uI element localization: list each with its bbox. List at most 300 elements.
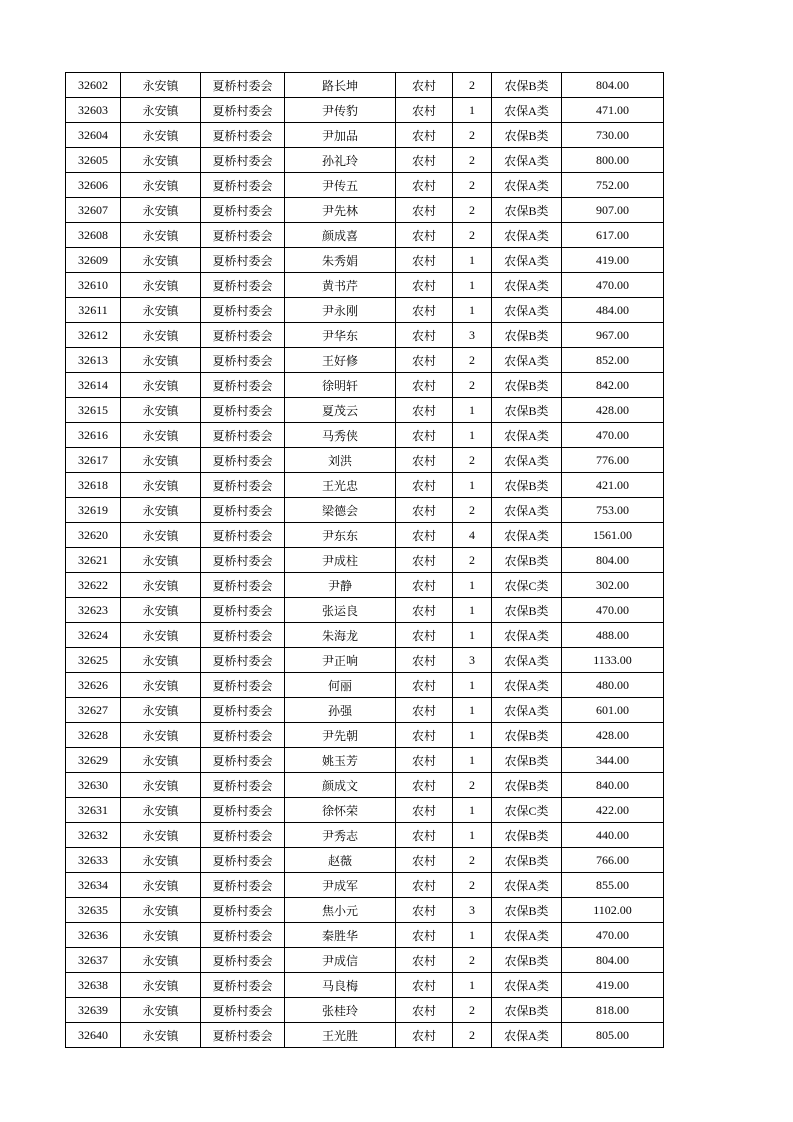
cell-category: 农保B类 (492, 473, 562, 498)
cell-amount: 1133.00 (562, 648, 664, 673)
cell-amount: 419.00 (562, 973, 664, 998)
cell-name: 刘洪 (285, 448, 396, 473)
cell-village: 夏桥村委会 (201, 423, 285, 448)
cell-name: 尹秀志 (285, 823, 396, 848)
cell-id: 32618 (66, 473, 121, 498)
table-row (66, 198, 664, 223)
cell-name: 尹先朝 (285, 723, 396, 748)
cell-amount: 422.00 (562, 798, 664, 823)
cell-count: 2 (453, 998, 492, 1023)
table-row (66, 473, 664, 498)
cell-village: 夏桥村委会 (201, 748, 285, 773)
cell-name: 张桂玲 (285, 998, 396, 1023)
cell-village: 夏桥村委会 (201, 373, 285, 398)
cell-name: 夏茂云 (285, 398, 396, 423)
cell-category: 农保A类 (492, 698, 562, 723)
cell-town: 永安镇 (121, 323, 201, 348)
cell-amount: 753.00 (562, 498, 664, 523)
cell-count: 2 (453, 123, 492, 148)
cell-category: 农保B类 (492, 998, 562, 1023)
cell-town: 永安镇 (121, 348, 201, 373)
table-row (66, 823, 664, 848)
cell-town: 永安镇 (121, 573, 201, 598)
cell-name: 尹东东 (285, 523, 396, 548)
cell-name: 徐怀荣 (285, 798, 396, 823)
cell-residence: 农村 (396, 248, 453, 273)
cell-name: 孙礼玲 (285, 148, 396, 173)
cell-residence: 农村 (396, 623, 453, 648)
cell-town: 永安镇 (121, 848, 201, 873)
cell-id: 32627 (66, 698, 121, 723)
cell-name: 王光胜 (285, 1023, 396, 1048)
cell-id: 32616 (66, 423, 121, 448)
table-row (66, 923, 664, 948)
cell-category: 农保A类 (492, 273, 562, 298)
cell-town: 永安镇 (121, 198, 201, 223)
cell-village: 夏桥村委会 (201, 923, 285, 948)
cell-amount: 804.00 (562, 948, 664, 973)
cell-residence: 农村 (396, 898, 453, 923)
cell-name: 尹成信 (285, 948, 396, 973)
cell-village: 夏桥村委会 (201, 723, 285, 748)
cell-residence: 农村 (396, 748, 453, 773)
cell-residence: 农村 (396, 948, 453, 973)
cell-name: 尹传五 (285, 173, 396, 198)
cell-village: 夏桥村委会 (201, 273, 285, 298)
table-row (66, 623, 664, 648)
pension-record-table (65, 72, 664, 1048)
cell-category: 农保B类 (492, 598, 562, 623)
cell-id: 32611 (66, 298, 121, 323)
cell-village: 夏桥村委会 (201, 673, 285, 698)
cell-name: 颜成文 (285, 773, 396, 798)
cell-id: 32619 (66, 498, 121, 523)
cell-amount: 818.00 (562, 998, 664, 1023)
cell-town: 永安镇 (121, 398, 201, 423)
cell-count: 1 (453, 248, 492, 273)
cell-town: 永安镇 (121, 823, 201, 848)
cell-id: 32613 (66, 348, 121, 373)
cell-id: 32603 (66, 98, 121, 123)
cell-residence: 农村 (396, 223, 453, 248)
cell-residence: 农村 (396, 573, 453, 598)
cell-id: 32630 (66, 773, 121, 798)
cell-residence: 农村 (396, 698, 453, 723)
cell-id: 32626 (66, 673, 121, 698)
cell-id: 32606 (66, 173, 121, 198)
cell-residence: 农村 (396, 173, 453, 198)
table-row (66, 648, 664, 673)
cell-name: 朱秀娟 (285, 248, 396, 273)
cell-amount: 1102.00 (562, 898, 664, 923)
table-row (66, 898, 664, 923)
cell-name: 尹加品 (285, 123, 396, 148)
cell-village: 夏桥村委会 (201, 623, 285, 648)
cell-id: 32621 (66, 548, 121, 573)
cell-residence: 农村 (396, 448, 453, 473)
cell-id: 32607 (66, 198, 121, 223)
table-row (66, 673, 664, 698)
cell-id: 32615 (66, 398, 121, 423)
cell-id: 32638 (66, 973, 121, 998)
cell-residence: 农村 (396, 998, 453, 1023)
table-row (66, 848, 664, 873)
cell-village: 夏桥村委会 (201, 223, 285, 248)
cell-category: 农保A类 (492, 523, 562, 548)
cell-village: 夏桥村委会 (201, 248, 285, 273)
cell-village: 夏桥村委会 (201, 898, 285, 923)
table-row (66, 248, 664, 273)
cell-town: 永安镇 (121, 598, 201, 623)
cell-category: 农保A类 (492, 673, 562, 698)
cell-amount: 967.00 (562, 323, 664, 348)
cell-category: 农保A类 (492, 423, 562, 448)
table-row (66, 973, 664, 998)
cell-village: 夏桥村委会 (201, 348, 285, 373)
cell-residence: 农村 (396, 973, 453, 998)
cell-id: 32632 (66, 823, 121, 848)
cell-village: 夏桥村委会 (201, 848, 285, 873)
cell-count: 2 (453, 1023, 492, 1048)
cell-count: 1 (453, 798, 492, 823)
cell-village: 夏桥村委会 (201, 823, 285, 848)
cell-amount: 428.00 (562, 723, 664, 748)
cell-id: 32624 (66, 623, 121, 648)
cell-residence: 农村 (396, 373, 453, 398)
cell-count: 2 (453, 373, 492, 398)
cell-name: 尹正响 (285, 648, 396, 673)
cell-residence: 农村 (396, 1023, 453, 1048)
cell-town: 永安镇 (121, 523, 201, 548)
cell-town: 永安镇 (121, 148, 201, 173)
cell-name: 焦小元 (285, 898, 396, 923)
cell-residence: 农村 (396, 773, 453, 798)
cell-town: 永安镇 (121, 98, 201, 123)
cell-village: 夏桥村委会 (201, 973, 285, 998)
cell-village: 夏桥村委会 (201, 598, 285, 623)
table-row (66, 1023, 664, 1048)
cell-amount: 471.00 (562, 98, 664, 123)
cell-category: 农保A类 (492, 173, 562, 198)
cell-count: 1 (453, 748, 492, 773)
cell-town: 永安镇 (121, 473, 201, 498)
cell-category: 农保B类 (492, 373, 562, 398)
table-row (66, 173, 664, 198)
table-row (66, 123, 664, 148)
cell-residence: 农村 (396, 498, 453, 523)
cell-town: 永安镇 (121, 373, 201, 398)
cell-village: 夏桥村委会 (201, 798, 285, 823)
cell-category: 农保A类 (492, 623, 562, 648)
cell-amount: 428.00 (562, 398, 664, 423)
cell-name: 张运良 (285, 598, 396, 623)
table-row (66, 798, 664, 823)
cell-amount: 344.00 (562, 748, 664, 773)
table-row (66, 773, 664, 798)
cell-count: 1 (453, 673, 492, 698)
cell-id: 32625 (66, 648, 121, 673)
cell-count: 2 (453, 173, 492, 198)
cell-village: 夏桥村委会 (201, 523, 285, 548)
cell-count: 2 (453, 448, 492, 473)
cell-name: 马良梅 (285, 973, 396, 998)
cell-category: 农保A类 (492, 1023, 562, 1048)
cell-village: 夏桥村委会 (201, 648, 285, 673)
cell-count: 3 (453, 648, 492, 673)
cell-residence: 农村 (396, 798, 453, 823)
table-row (66, 323, 664, 348)
cell-village: 夏桥村委会 (201, 98, 285, 123)
cell-amount: 1561.00 (562, 523, 664, 548)
cell-category: 农保A类 (492, 98, 562, 123)
cell-id: 32629 (66, 748, 121, 773)
cell-id: 32631 (66, 798, 121, 823)
cell-residence: 农村 (396, 323, 453, 348)
cell-amount: 484.00 (562, 298, 664, 323)
cell-name: 尹传豹 (285, 98, 396, 123)
cell-id: 32635 (66, 898, 121, 923)
cell-village: 夏桥村委会 (201, 123, 285, 148)
cell-category: 农保A类 (492, 648, 562, 673)
cell-amount: 419.00 (562, 248, 664, 273)
table-row (66, 523, 664, 548)
cell-count: 2 (453, 948, 492, 973)
cell-category: 农保B类 (492, 773, 562, 798)
cell-town: 永安镇 (121, 923, 201, 948)
cell-count: 1 (453, 823, 492, 848)
cell-town: 永安镇 (121, 673, 201, 698)
cell-town: 永安镇 (121, 548, 201, 573)
cell-count: 1 (453, 298, 492, 323)
cell-amount: 488.00 (562, 623, 664, 648)
cell-id: 32620 (66, 523, 121, 548)
cell-id: 32604 (66, 123, 121, 148)
cell-category: 农保B类 (492, 898, 562, 923)
cell-town: 永安镇 (121, 273, 201, 298)
cell-village: 夏桥村委会 (201, 73, 285, 98)
cell-name: 尹成柱 (285, 548, 396, 573)
cell-town: 永安镇 (121, 998, 201, 1023)
cell-count: 2 (453, 198, 492, 223)
cell-town: 永安镇 (121, 973, 201, 998)
cell-count: 3 (453, 323, 492, 348)
cell-name: 何丽 (285, 673, 396, 698)
cell-count: 1 (453, 98, 492, 123)
table-row (66, 223, 664, 248)
cell-name: 梁德会 (285, 498, 396, 523)
cell-id: 32605 (66, 148, 121, 173)
cell-amount: 907.00 (562, 198, 664, 223)
cell-village: 夏桥村委会 (201, 173, 285, 198)
cell-town: 永安镇 (121, 948, 201, 973)
cell-village: 夏桥村委会 (201, 448, 285, 473)
cell-residence: 农村 (396, 423, 453, 448)
cell-id: 32623 (66, 598, 121, 623)
cell-town: 永安镇 (121, 1023, 201, 1048)
cell-village: 夏桥村委会 (201, 698, 285, 723)
cell-category: 农保C类 (492, 573, 562, 598)
cell-count: 1 (453, 923, 492, 948)
cell-amount: 805.00 (562, 1023, 664, 1048)
cell-id: 32614 (66, 373, 121, 398)
cell-town: 永安镇 (121, 423, 201, 448)
cell-village: 夏桥村委会 (201, 548, 285, 573)
cell-residence: 农村 (396, 848, 453, 873)
cell-name: 路长坤 (285, 73, 396, 98)
table-row (66, 398, 664, 423)
table-row (66, 448, 664, 473)
table-row (66, 948, 664, 973)
cell-id: 32636 (66, 923, 121, 948)
cell-residence: 农村 (396, 473, 453, 498)
cell-town: 永安镇 (121, 448, 201, 473)
cell-residence: 农村 (396, 123, 453, 148)
table-row (66, 723, 664, 748)
cell-id: 32640 (66, 1023, 121, 1048)
cell-village: 夏桥村委会 (201, 473, 285, 498)
cell-amount: 470.00 (562, 923, 664, 948)
cell-town: 永安镇 (121, 648, 201, 673)
cell-name: 尹静 (285, 573, 396, 598)
cell-residence: 农村 (396, 348, 453, 373)
cell-count: 1 (453, 573, 492, 598)
cell-residence: 农村 (396, 398, 453, 423)
cell-residence: 农村 (396, 198, 453, 223)
cell-id: 32612 (66, 323, 121, 348)
cell-category: 农保A类 (492, 873, 562, 898)
cell-category: 农保B类 (492, 398, 562, 423)
cell-residence: 农村 (396, 648, 453, 673)
cell-residence: 农村 (396, 723, 453, 748)
table-row (66, 423, 664, 448)
table-row (66, 573, 664, 598)
cell-category: 农保B类 (492, 848, 562, 873)
cell-count: 1 (453, 973, 492, 998)
table-row (66, 698, 664, 723)
cell-amount: 840.00 (562, 773, 664, 798)
cell-town: 永安镇 (121, 623, 201, 648)
cell-residence: 农村 (396, 273, 453, 298)
cell-name: 尹永刚 (285, 298, 396, 323)
cell-residence: 农村 (396, 298, 453, 323)
cell-count: 2 (453, 73, 492, 98)
cell-name: 黄书芹 (285, 273, 396, 298)
cell-town: 永安镇 (121, 798, 201, 823)
cell-count: 1 (453, 598, 492, 623)
cell-count: 2 (453, 848, 492, 873)
cell-amount: 804.00 (562, 548, 664, 573)
cell-count: 1 (453, 473, 492, 498)
cell-town: 永安镇 (121, 223, 201, 248)
cell-count: 2 (453, 498, 492, 523)
cell-name: 赵薇 (285, 848, 396, 873)
cell-category: 农保B类 (492, 948, 562, 973)
cell-id: 32639 (66, 998, 121, 1023)
cell-town: 永安镇 (121, 298, 201, 323)
cell-id: 32609 (66, 248, 121, 273)
cell-count: 2 (453, 773, 492, 798)
cell-amount: 470.00 (562, 273, 664, 298)
cell-amount: 617.00 (562, 223, 664, 248)
cell-count: 2 (453, 548, 492, 573)
cell-name: 马秀侠 (285, 423, 396, 448)
cell-count: 2 (453, 223, 492, 248)
cell-count: 2 (453, 873, 492, 898)
cell-residence: 农村 (396, 98, 453, 123)
cell-town: 永安镇 (121, 123, 201, 148)
cell-category: 农保B类 (492, 823, 562, 848)
cell-name: 王光忠 (285, 473, 396, 498)
cell-village: 夏桥村委会 (201, 498, 285, 523)
cell-residence: 农村 (396, 548, 453, 573)
cell-village: 夏桥村委会 (201, 148, 285, 173)
cell-amount: 804.00 (562, 73, 664, 98)
cell-count: 3 (453, 898, 492, 923)
cell-village: 夏桥村委会 (201, 773, 285, 798)
cell-name: 颜成喜 (285, 223, 396, 248)
table-row (66, 273, 664, 298)
cell-category: 农保A类 (492, 973, 562, 998)
cell-residence: 农村 (396, 598, 453, 623)
cell-residence: 农村 (396, 873, 453, 898)
cell-amount: 800.00 (562, 148, 664, 173)
table-row (66, 98, 664, 123)
cell-category: 农保B类 (492, 73, 562, 98)
cell-category: 农保C类 (492, 798, 562, 823)
cell-residence: 农村 (396, 523, 453, 548)
cell-category: 农保A类 (492, 223, 562, 248)
cell-village: 夏桥村委会 (201, 873, 285, 898)
table-body (66, 73, 664, 1048)
cell-category: 农保A类 (492, 448, 562, 473)
cell-town: 永安镇 (121, 173, 201, 198)
cell-town: 永安镇 (121, 723, 201, 748)
cell-amount: 302.00 (562, 573, 664, 598)
table-row (66, 298, 664, 323)
cell-residence: 农村 (396, 923, 453, 948)
cell-name: 王好修 (285, 348, 396, 373)
cell-id: 32602 (66, 73, 121, 98)
cell-category: 农保B类 (492, 123, 562, 148)
cell-category: 农保B类 (492, 723, 562, 748)
table-row (66, 598, 664, 623)
cell-count: 1 (453, 398, 492, 423)
cell-amount: 421.00 (562, 473, 664, 498)
cell-category: 农保A类 (492, 348, 562, 373)
cell-id: 32622 (66, 573, 121, 598)
cell-amount: 855.00 (562, 873, 664, 898)
cell-name: 徐明轩 (285, 373, 396, 398)
cell-name: 尹华东 (285, 323, 396, 348)
table-row (66, 748, 664, 773)
cell-category: 农保A类 (492, 498, 562, 523)
cell-name: 朱海龙 (285, 623, 396, 648)
cell-count: 1 (453, 423, 492, 448)
cell-amount: 440.00 (562, 823, 664, 848)
cell-town: 永安镇 (121, 748, 201, 773)
cell-name: 尹先林 (285, 198, 396, 223)
cell-residence: 农村 (396, 673, 453, 698)
cell-count: 1 (453, 698, 492, 723)
cell-town: 永安镇 (121, 773, 201, 798)
table-row (66, 73, 664, 98)
cell-name: 孙强 (285, 698, 396, 723)
cell-category: 农保B类 (492, 198, 562, 223)
cell-village: 夏桥村委会 (201, 998, 285, 1023)
cell-count: 1 (453, 723, 492, 748)
table-row (66, 373, 664, 398)
cell-amount: 842.00 (562, 373, 664, 398)
